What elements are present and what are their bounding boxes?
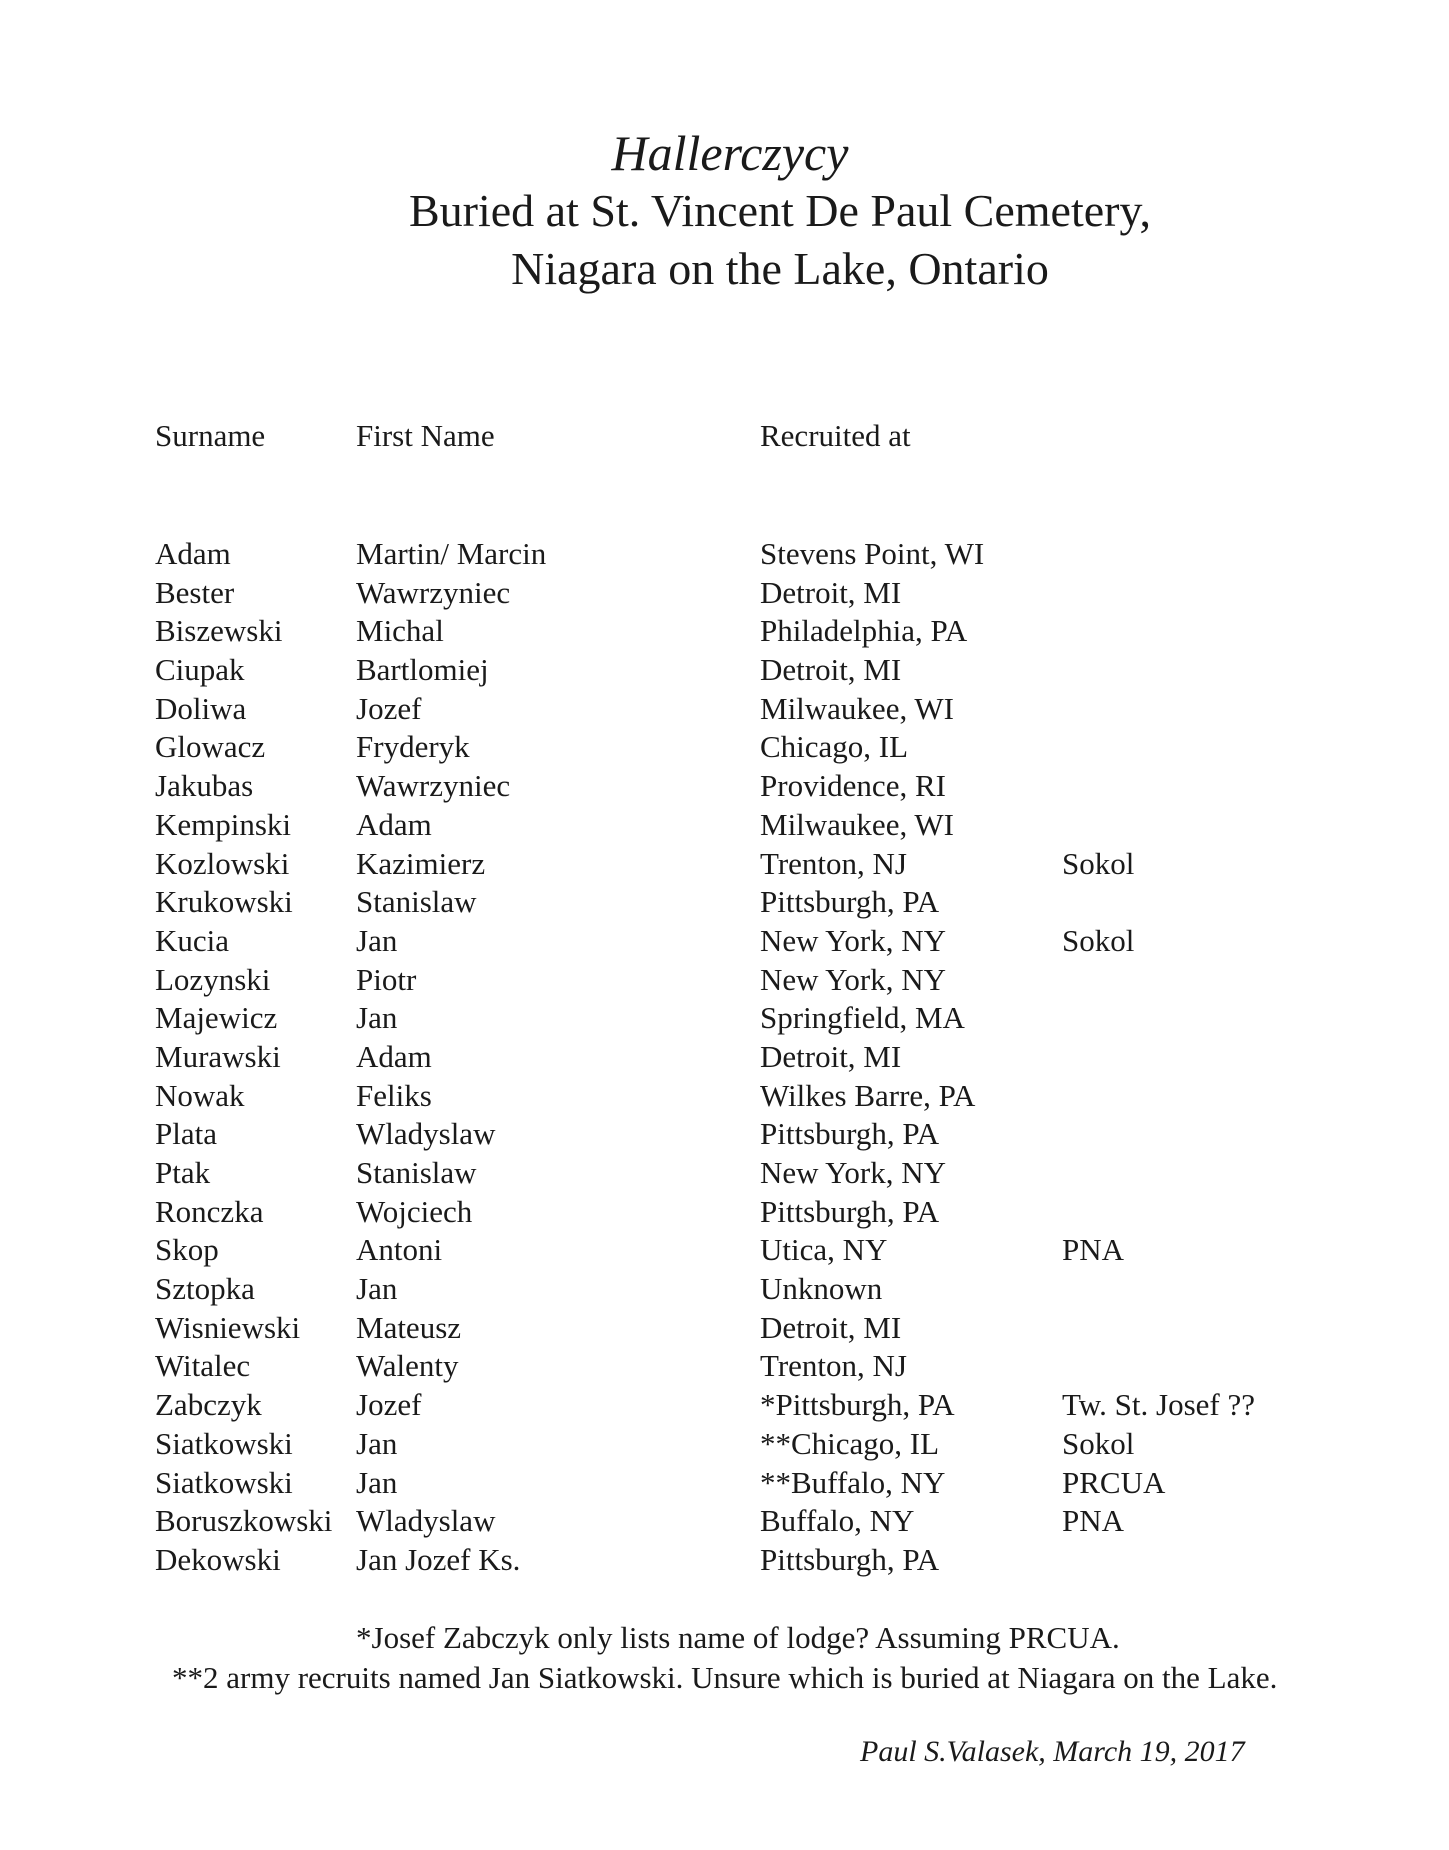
- surname-cell: Ronczka: [155, 1193, 264, 1229]
- recruited-at-cell: Springfield, MA: [760, 1000, 965, 1036]
- organization-cell: Sokol: [1062, 845, 1135, 881]
- table-row: [0, 767, 1449, 806]
- table-row: [0, 535, 1449, 574]
- table-row: [0, 1270, 1449, 1309]
- recruited-at-cell: Trenton, NJ: [760, 1348, 907, 1384]
- surname-cell: Kempinski: [155, 806, 292, 842]
- surname-cell: Sztopka: [155, 1271, 255, 1307]
- first-name-cell: Wawrzyniec: [356, 574, 511, 610]
- table-row: [0, 922, 1449, 961]
- recruited-at-cell: Detroit, MI: [760, 574, 902, 610]
- surname-cell: Witalec: [155, 1348, 251, 1384]
- surname-cell: Siatkowski: [155, 1425, 293, 1461]
- first-name-cell: Kazimierz: [356, 845, 486, 881]
- first-name-cell: Martin/ Marcin: [356, 536, 547, 571]
- table-row: [0, 1425, 1449, 1464]
- table-row: [0, 1038, 1449, 1077]
- surname-cell: Siatkowski: [155, 1464, 293, 1500]
- recruited-at-cell: **Chicago, IL: [760, 1425, 940, 1461]
- table-row: [0, 961, 1449, 1000]
- table-header: [0, 418, 1449, 462]
- recruited-at-cell: *Pittsburgh, PA: [760, 1387, 955, 1423]
- surname-cell: Skop: [155, 1232, 219, 1268]
- surname-cell: Bester: [155, 574, 235, 610]
- table-row: [0, 845, 1449, 884]
- surname-cell: Dekowski: [155, 1541, 281, 1577]
- surname-cell: Murawski: [155, 1038, 281, 1074]
- surname-cell: Plata: [155, 1116, 217, 1152]
- table-row: [0, 1077, 1449, 1116]
- surname-cell: Doliwa: [155, 690, 247, 726]
- table-row: [0, 806, 1449, 845]
- recruited-at-cell: New York, NY: [760, 961, 947, 997]
- footnote-2: **2 army recruits named Jan Siatkowski. Unsure which is buried at Niagara on the Lake.: [172, 1660, 1278, 1695]
- surname-cell: Biszewski: [155, 613, 283, 649]
- first-name-cell: Wladyslaw: [356, 1503, 496, 1539]
- surname-cell: Kucia: [155, 922, 230, 958]
- organization-cell: Sokol: [1062, 1425, 1135, 1461]
- surname-cell: Kozlowski: [155, 845, 290, 881]
- recruited-at-cell: Detroit, MI: [760, 652, 902, 688]
- first-name-cell: Stanislaw: [356, 884, 477, 920]
- first-name-cell: Jan: [356, 1425, 398, 1461]
- organization-cell: PNA: [1062, 1232, 1125, 1268]
- column-header-recruited-at: Recruited at: [760, 418, 911, 453]
- recruited-at-cell: Providence, RI: [760, 768, 946, 804]
- first-name-cell: Jan: [356, 922, 398, 958]
- recruited-at-cell: **Buffalo, NY: [760, 1464, 946, 1500]
- recruited-at-cell: Stevens Point, WI: [760, 536, 985, 571]
- surname-cell: Wisniewski: [155, 1309, 301, 1345]
- recruited-at-cell: Philadelphia, PA: [760, 613, 968, 649]
- recruited-at-cell: Buffalo, NY: [760, 1503, 915, 1539]
- table-row: [0, 999, 1449, 1038]
- first-name-cell: Stanislaw: [356, 1155, 477, 1190]
- first-name-cell: Fryderyk: [356, 729, 470, 765]
- recruited-at-cell: Pittsburgh, PA: [760, 1541, 940, 1577]
- first-name-cell: Antoni: [356, 1232, 443, 1268]
- recruited-at-cell: Detroit, MI: [760, 1038, 902, 1074]
- surname-cell: Jakubas: [155, 768, 254, 804]
- signature: Paul S.Valasek, March 19, 2017: [860, 1735, 1245, 1768]
- document-subtitle-line-2: Niagara on the Lake, Ontario: [511, 243, 1049, 294]
- table-row: [0, 1193, 1449, 1232]
- surname-cell: Glowacz: [155, 729, 266, 765]
- organization-cell: PNA: [1062, 1503, 1125, 1539]
- surname-cell: Zabczyk: [155, 1387, 262, 1423]
- first-name-cell: Feliks: [356, 1077, 432, 1113]
- surname-cell: Krukowski: [155, 884, 293, 920]
- surname-cell: Lozynski: [155, 961, 271, 997]
- surname-cell: Ciupak: [155, 652, 245, 688]
- recruited-at-cell: Unknown: [760, 1271, 883, 1307]
- table-row: [0, 1386, 1449, 1425]
- table-row: [0, 1309, 1449, 1348]
- recruited-at-cell: Utica, NY: [760, 1232, 888, 1268]
- first-name-cell: Jozef: [356, 690, 422, 726]
- table-row: [0, 1154, 1449, 1193]
- first-name-cell: Adam: [356, 1038, 432, 1074]
- recruited-at-cell: Milwaukee, WI: [760, 690, 954, 726]
- table-row: [0, 883, 1449, 922]
- footnote-1: *Josef Zabczyk only lists name of lodge? Assuming PRCUA.: [356, 1620, 1120, 1655]
- organization-cell: PRCUA: [1062, 1464, 1166, 1500]
- column-header-first-name: First Name: [356, 418, 495, 453]
- first-name-cell: Wladyslaw: [356, 1116, 496, 1152]
- table-row: [0, 690, 1449, 729]
- table-row: [0, 574, 1449, 613]
- first-name-cell: Adam: [356, 806, 432, 842]
- table-row: [0, 1231, 1449, 1270]
- burial-table: [0, 535, 1449, 1580]
- table-row: [0, 1464, 1449, 1503]
- recruited-at-cell: Detroit, MI: [760, 1309, 902, 1345]
- first-name-cell: Bartlomiej: [356, 652, 489, 688]
- recruited-at-cell: Trenton, NJ: [760, 845, 907, 881]
- title-block: [0, 124, 1449, 298]
- recruited-at-cell: Pittsburgh, PA: [760, 884, 940, 920]
- first-name-cell: Mateusz: [356, 1309, 462, 1345]
- table-row: [0, 728, 1449, 767]
- recruited-at-cell: Wilkes Barre, PA: [760, 1077, 976, 1113]
- table-row: [0, 1502, 1449, 1541]
- first-name-cell: Jan Jozef Ks.: [356, 1541, 521, 1577]
- first-name-cell: Jan: [356, 1271, 398, 1307]
- surname-cell: Nowak: [155, 1077, 245, 1113]
- column-header-surname: Surname: [155, 418, 266, 453]
- first-name-cell: Michal: [356, 613, 444, 649]
- recruited-at-cell: New York, NY: [760, 922, 947, 958]
- first-name-cell: Jan: [356, 1000, 398, 1036]
- document-title: Hallerczycy: [611, 125, 849, 181]
- table-row: [0, 612, 1449, 651]
- surname-cell: Adam: [155, 536, 231, 571]
- recruited-at-cell: Chicago, IL: [760, 729, 909, 765]
- surname-cell: Boruszkowski: [155, 1503, 333, 1539]
- table-row: [0, 651, 1449, 690]
- organization-cell: Tw. St. Josef ??: [1062, 1387, 1255, 1423]
- first-name-cell: Wawrzyniec: [356, 768, 511, 804]
- table-row: [0, 1541, 1449, 1580]
- first-name-cell: Jan: [356, 1464, 398, 1500]
- recruited-at-cell: New York, NY: [760, 1155, 947, 1190]
- first-name-cell: Piotr: [356, 961, 417, 997]
- recruited-at-cell: Milwaukee, WI: [760, 806, 954, 842]
- surname-cell: Ptak: [155, 1155, 211, 1190]
- recruited-at-cell: Pittsburgh, PA: [760, 1193, 940, 1229]
- first-name-cell: Walenty: [356, 1348, 459, 1384]
- first-name-cell: Wojciech: [356, 1193, 473, 1229]
- table-row: [0, 1347, 1449, 1386]
- first-name-cell: Jozef: [356, 1387, 422, 1423]
- recruited-at-cell: Pittsburgh, PA: [760, 1116, 940, 1152]
- organization-cell: Sokol: [1062, 922, 1135, 958]
- document-subtitle-line-1: Buried at St. Vincent De Paul Cemetery,: [408, 185, 1152, 236]
- table-row: [0, 1115, 1449, 1154]
- surname-cell: Majewicz: [155, 1000, 278, 1036]
